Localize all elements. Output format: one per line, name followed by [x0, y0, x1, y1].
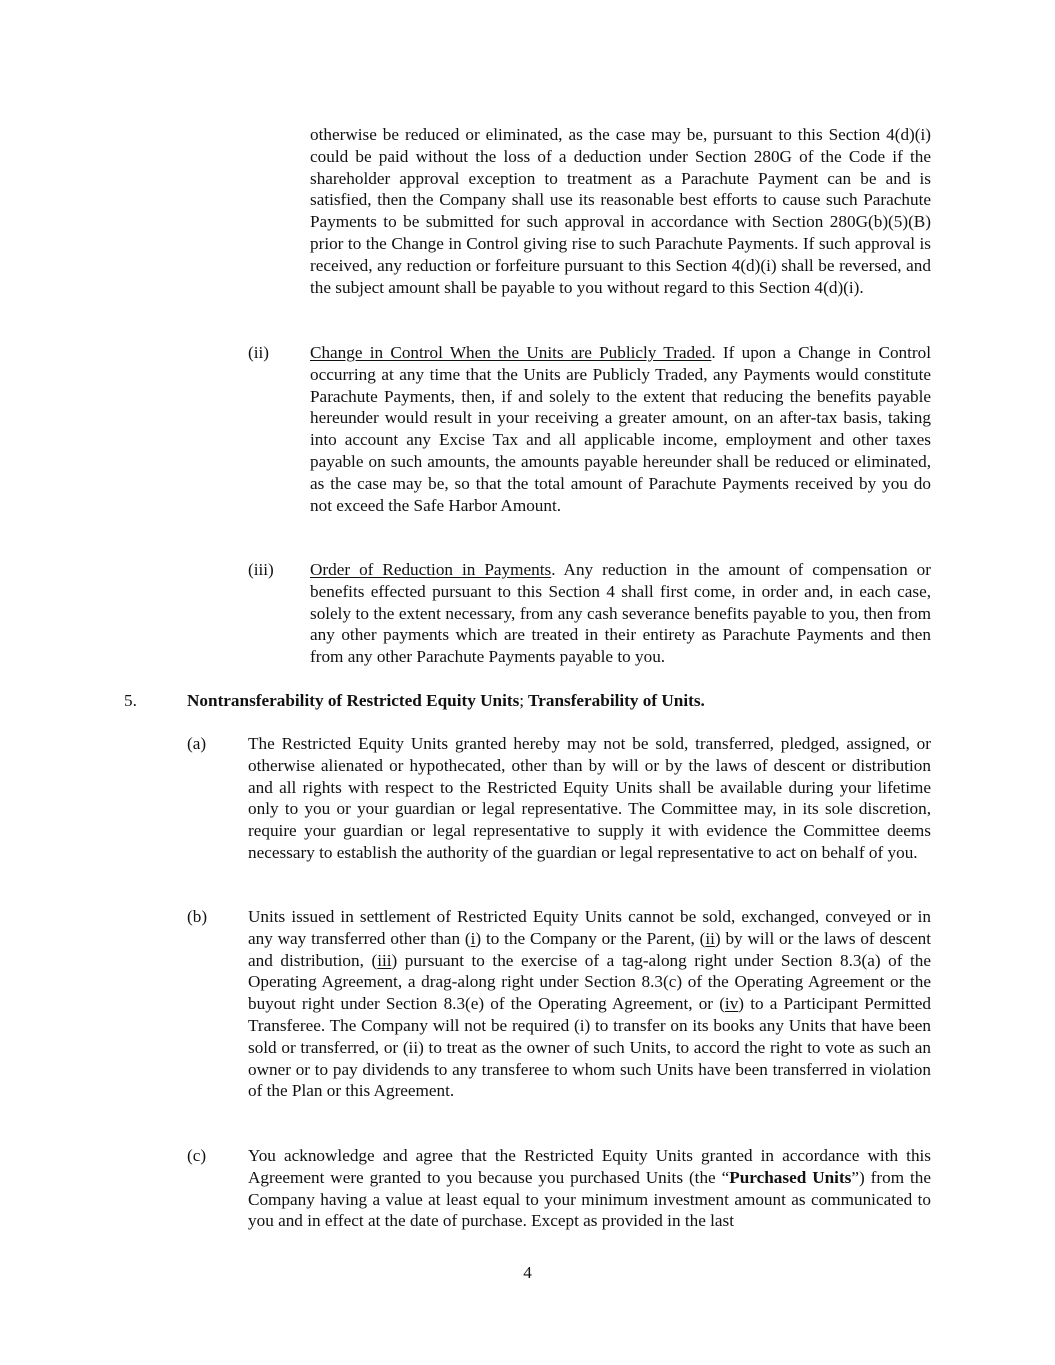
- section5-heading-separator: ;: [519, 691, 525, 710]
- item-a-number: (a): [187, 734, 207, 753]
- item-c-text-2: ”) from the Company having a value at least equal to your minimum investment amount as communicated to you and in effect at the date of purchase. Except as provided in the last: [248, 1167, 932, 1231]
- item-a-paragraph: [248, 733, 931, 864]
- item-b-marker-i: i: [470, 928, 476, 948]
- item-b-number: (b): [187, 907, 208, 926]
- item-c-defined-term: Purchased Units: [729, 1167, 852, 1187]
- item-ii-paragraph: [310, 342, 931, 516]
- item-b-text-1: Units issued in settlement of Restricted Equity Units cannot be sold, exchanged, conveyed or in any way transferred other than (: [248, 907, 931, 948]
- item-c-number: (c): [187, 1146, 207, 1165]
- item-iii-heading: Order of Reduction in Payments: [310, 560, 552, 579]
- item-iii-number: (iii): [248, 560, 274, 579]
- item-b-marker-ii: ii: [705, 928, 715, 948]
- section5-number: 5.: [124, 691, 137, 710]
- item-b-text-2: ) to the Company or the Parent, (: [475, 928, 706, 948]
- item-ii-text: . If upon a Change in Control occurring at any time that the Units are Publicly Traded, any Payments would constitute Parachute Payments, then, if and solely to the extent that reducing the benefits payable hereunder would result in your receiving a greater amount, on an after-tax basis, taking into account any Excise Tax and all applicable income, employment and other taxes payable on such amounts, the amounts payable hereunder shall be reduced or eliminated, as the case may be, so that the total amount of Parachute Payments received by you do not exceed the Safe Harbor Amount.: [310, 343, 931, 515]
- item-a-text: The Restricted Equity Units granted hereby may not be sold, transferred, pledged, assigned, or otherwise alienated or hypothecated, other than by will or by the laws of descent or distribution and all rights with respect to the Restricted Equity Units shall be available during your lifetime only to you or your guardian or legal representative. The Committee may, in its sole discretion, require your guardian or legal representative to supply it with evidence the Committee deems necessary to establish the authority of the guardian or legal representative to act on behalf of you.: [248, 734, 931, 862]
- section4-continuation-text: otherwise be reduced or eliminated, as the case may be, pursuant to this Section 4(d)(i) could be paid without the loss of a deduction under Section 280G of the Code if the shareholder approval exception to treatment as a Parachute Payment can be and is satisfied, then the Company shall use its reasonable best efforts to cause such Parachute Payments to be submitted for such approval in accordance with Section 280G(b)(5)(B) prior to the Change in Control giving rise to such Parachute Payments. If such approval is received, any reduction or forfeiture pursuant to this Section 4(d)(i) shall be reversed, and the subject amount shall be payable to you without regard to this Section 4(d)(i).: [310, 125, 931, 297]
- item-b-text-5: ) to a Participant Permitted Transferee. The Company will not be required (i) to transfer on its books any Units that have been sold or transferred, or (ii) to treat as the owner of such Units, to accord the right to vote as such an owner or to pay dividends to any transferee to whom such Units have been transferred in violation of the Plan or this Agreement.: [248, 994, 931, 1101]
- item-b-text-3: ) by will or the laws of descent and distribution, (: [248, 928, 932, 970]
- item-ii-number: (ii): [248, 343, 269, 362]
- item-b-paragraph: [248, 906, 931, 1102]
- item-ii-heading: Change in Control When the Units are Publicly Traded: [310, 343, 712, 362]
- item-c-text-1: You acknowledge and agree that the Restricted Equity Units granted in accordance with this Agreement were granted to you because you purchased Units (the “: [248, 1146, 931, 1187]
- section5-heading-part1: Nontransferability of Restricted Equity Units: [187, 691, 520, 710]
- section4-continuation-paragraph: [310, 124, 931, 298]
- section5-heading-part2: Transferability of Units.: [524, 691, 705, 710]
- item-b-marker-iv: iv: [724, 994, 739, 1014]
- item-iii-text: . Any reduction in the amount of compensation or benefits effected pursuant to this Section 4 shall first come, in order and, in each case, solely to the extent necessary, from any cash severance benefits payable to you, then from any other payments which are treated in their entirety as Parachute Payments and then from any other Parachute Payments payable to you.: [310, 560, 931, 667]
- item-c-paragraph: [248, 1145, 931, 1232]
- item-b-text-4: ) pursuant to the exercise of a tag-along right under Section 8.3(a) of the Operating Agreement, a drag-along right under Section 8.3(c) of the Operating Agreement or the buyout right under Section 8.3(e) of the Operating Agreement, or (: [248, 950, 931, 1014]
- item-b-marker-iii: iii: [377, 950, 392, 970]
- section5-heading: [187, 690, 932, 712]
- item-iii-paragraph: [310, 559, 931, 668]
- page-number: 4: [523, 1263, 532, 1282]
